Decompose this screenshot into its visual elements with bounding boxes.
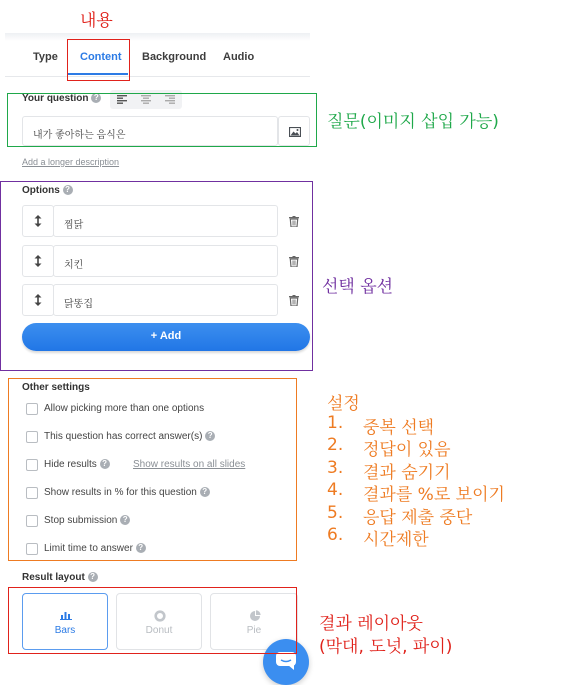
other-settings-label: Other settings	[22, 382, 90, 393]
chat-icon	[276, 652, 296, 670]
annotation-box-content-tab	[67, 39, 130, 81]
tab-type[interactable]: Type	[33, 51, 58, 63]
annotation-setting-item	[327, 503, 473, 528]
layout-label: Donut	[145, 625, 173, 636]
help-icon[interactable]: ?	[88, 572, 98, 582]
help-icon[interactable]: ?	[136, 543, 146, 553]
annotation-num: 2.	[327, 435, 344, 455]
annotation-num: 6.	[327, 525, 344, 545]
help-icon[interactable]: ?	[200, 487, 210, 497]
setting-label-text: Hide results	[44, 459, 97, 470]
option-input-2[interactable]: 치킨	[53, 245, 278, 277]
show-results-all-slides-link[interactable]: Show results on all slides	[133, 459, 246, 470]
annotation-num: 4.	[327, 480, 344, 500]
annotation-text: 시간제한	[363, 530, 429, 550]
options-label-text: Options	[22, 185, 60, 196]
layout-label: Bars	[54, 625, 76, 636]
annotation-num: 5.	[327, 503, 344, 523]
question-input[interactable]: 내가 좋아하는 음식은	[22, 116, 278, 146]
tabs-divider	[5, 76, 310, 77]
annotation-num: 1.	[327, 413, 344, 433]
annotation-setting-item	[327, 480, 505, 505]
add-option-button[interactable]: + Add	[22, 323, 310, 351]
annotation-question: 질문(이미지 삽입 가능)	[327, 112, 499, 132]
top-toolbar-strip	[5, 33, 310, 41]
annotation-result-layout: 결과 레이아웃	[319, 614, 423, 634]
help-icon[interactable]: ?	[91, 93, 101, 103]
option-input-1[interactable]: 찜닭	[53, 205, 278, 237]
annotation-box-question	[7, 93, 317, 147]
setting-label-text: Allow picking more than one options	[44, 403, 205, 414]
annotation-settings-title: 설정	[327, 394, 360, 414]
tab-background[interactable]: Background	[142, 51, 207, 63]
setting-label-text: Stop submission	[44, 515, 118, 526]
tab-audio[interactable]: Audio	[223, 51, 255, 63]
annotation-text: 결과 숨기기	[363, 463, 451, 483]
annotation-num: 3.	[327, 458, 344, 478]
annotation-setting-item	[327, 458, 451, 483]
setting-label-text: This question has correct answer(s)	[44, 431, 203, 442]
setting-label-text: Show results in % for this question	[44, 487, 197, 498]
annotation-box-settings	[8, 378, 297, 561]
annotation-box-result-layout	[8, 587, 297, 654]
tab-content[interactable]: Content	[80, 51, 122, 63]
annotation-options: 선택 옵션	[322, 277, 394, 297]
option-input-3[interactable]: 닭똥집	[53, 284, 278, 316]
annotation-setting-item	[327, 435, 451, 460]
setting-label-text: Limit time to answer	[44, 543, 133, 554]
annotation-result-layout-types: (막대, 도넛, 파이)	[319, 637, 453, 657]
annotation-text: 정답이 있음	[363, 440, 451, 460]
help-icon[interactable]: ?	[205, 431, 215, 441]
annotation-box-options	[0, 181, 313, 371]
annotation-text: 중복 선택	[363, 418, 435, 438]
layout-label: Pie	[246, 625, 262, 636]
result-layout-label-text: Result layout	[22, 572, 85, 583]
annotation-content-tab: 내용	[80, 11, 113, 31]
result-layout-label	[22, 572, 98, 583]
help-icon[interactable]: ?	[63, 185, 73, 195]
annotation-text: 응답 제출 중단	[363, 508, 473, 528]
annotation-text: 결과를 %로 보이기	[363, 485, 505, 505]
add-longer-description-link[interactable]: Add a longer description	[22, 157, 120, 167]
annotation-setting-item	[327, 413, 435, 438]
help-icon[interactable]: ?	[120, 515, 130, 525]
annotation-setting-item	[327, 525, 429, 550]
question-label-text: Your question	[22, 93, 89, 104]
help-icon[interactable]: ?	[100, 459, 110, 469]
